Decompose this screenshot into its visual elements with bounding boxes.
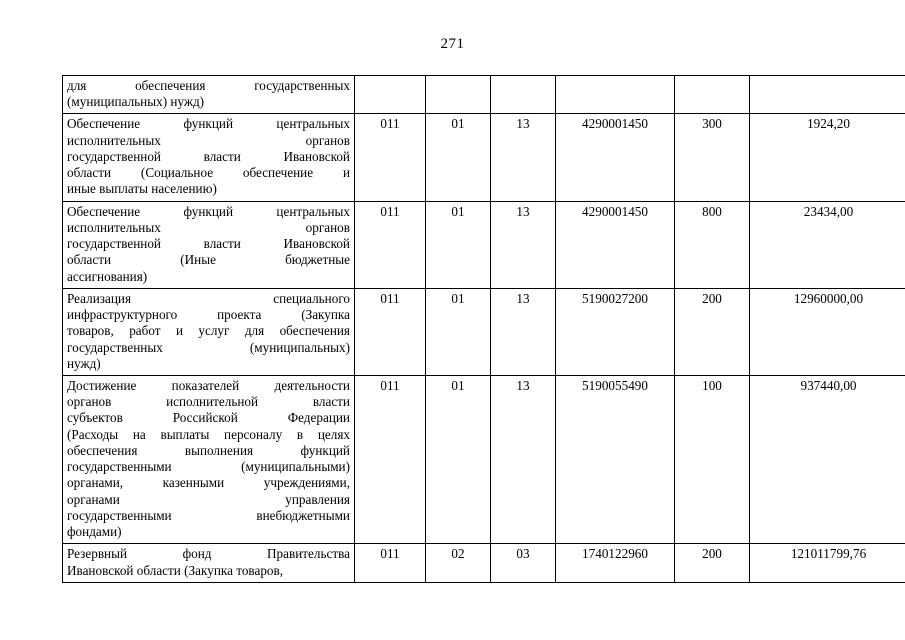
name-line: органов исполнительной власти: [67, 394, 350, 410]
cell-target-program: 4290001450: [556, 114, 675, 201]
cell-code: [355, 76, 426, 114]
cell-section: 01: [426, 288, 491, 375]
cell-code: 011: [355, 201, 426, 288]
name-line: (муниципальных) нужд): [67, 94, 205, 110]
page-number: 271: [440, 36, 465, 52]
name-line: Обеспечение функций центральных: [67, 203, 350, 219]
name-line: Реализация специального: [67, 290, 350, 306]
cell-target-program: 1740122960: [556, 544, 675, 582]
table-row: [63, 375, 905, 543]
name-line: товаров, работ и услуг для обеспечения: [67, 323, 350, 339]
name-line: государственными (муниципальными): [67, 459, 350, 475]
name-line: исполнительных органов: [67, 219, 350, 235]
cell-amount: [750, 76, 905, 114]
name-line: Ивановской области (Закупка товаров,: [67, 562, 284, 578]
table-row: [63, 201, 905, 288]
name-line: Резервный фонд Правительства: [67, 546, 350, 562]
name-line: области (Иные бюджетные: [67, 252, 350, 268]
cell-code: 011: [355, 288, 426, 375]
name-line: государственной власти Ивановской: [67, 236, 350, 252]
cell-section: 02: [426, 544, 491, 582]
cell-name: [63, 201, 355, 288]
cell-subsection: 03: [491, 544, 556, 582]
name-line: органами управления: [67, 491, 350, 507]
name-line: нужд): [67, 355, 101, 371]
table-row: [63, 76, 905, 114]
cell-section: 01: [426, 375, 491, 543]
cell-expense-type: 100: [675, 375, 750, 543]
table-row: [63, 114, 905, 201]
cell-section: 01: [426, 114, 491, 201]
table-row: [63, 544, 905, 582]
cell-target-program: 4290001450: [556, 201, 675, 288]
cell-amount: 937440,00: [750, 375, 905, 543]
budget-table-container: [62, 75, 867, 583]
cell-amount: 1924,20: [750, 114, 905, 201]
cell-name: [63, 288, 355, 375]
name-line: государственной власти Ивановской: [67, 148, 350, 164]
name-line: субъектов Российской Федерации: [67, 410, 350, 426]
budget-table: [62, 75, 905, 583]
table-row: [63, 288, 905, 375]
cell-code: 011: [355, 375, 426, 543]
cell-amount: 12960000,00: [750, 288, 905, 375]
name-line: области (Социальное обеспечение и: [67, 165, 350, 181]
cell-target-program: 5190055490: [556, 375, 675, 543]
cell-name: [63, 114, 355, 201]
cell-name: [63, 375, 355, 543]
cell-amount: 23434,00: [750, 201, 905, 288]
cell-amount: 121011799,76: [750, 544, 905, 582]
name-line: исполнительных органов: [67, 132, 350, 148]
name-line: ассигнования): [67, 268, 148, 284]
cell-section: [426, 76, 491, 114]
table-body: [63, 76, 905, 583]
name-line: обеспечения выполнения функций: [67, 442, 350, 458]
cell-name: [63, 544, 355, 582]
cell-expense-type: 200: [675, 288, 750, 375]
cell-code: 011: [355, 114, 426, 201]
name-line: государственными внебюджетными: [67, 507, 350, 523]
cell-subsection: 13: [491, 288, 556, 375]
name-line: (Расходы на выплаты персоналу в целях: [67, 426, 350, 442]
name-line: Достижение показателей деятельности: [67, 377, 350, 393]
name-line: органами, казенными учреждениями,: [67, 475, 350, 491]
cell-expense-type: 200: [675, 544, 750, 582]
cell-name: [63, 76, 355, 114]
cell-subsection: 13: [491, 375, 556, 543]
cell-expense-type: 300: [675, 114, 750, 201]
cell-code: 011: [355, 544, 426, 582]
cell-section: 01: [426, 201, 491, 288]
name-line: фондами): [67, 524, 122, 540]
cell-subsection: [491, 76, 556, 114]
cell-target-program: 5190027200: [556, 288, 675, 375]
cell-subsection: 13: [491, 201, 556, 288]
name-line: для обеспечения государственных: [67, 78, 350, 93]
cell-expense-type: [675, 76, 750, 114]
cell-expense-type: 800: [675, 201, 750, 288]
name-line: государственных (муниципальных): [67, 339, 350, 355]
name-line: инфраструктурного проекта (Закупка: [67, 307, 350, 323]
cell-subsection: 13: [491, 114, 556, 201]
name-line: иные выплаты населению): [67, 181, 217, 197]
cell-target-program: [556, 76, 675, 114]
name-line: Обеспечение функций центральных: [67, 116, 350, 132]
